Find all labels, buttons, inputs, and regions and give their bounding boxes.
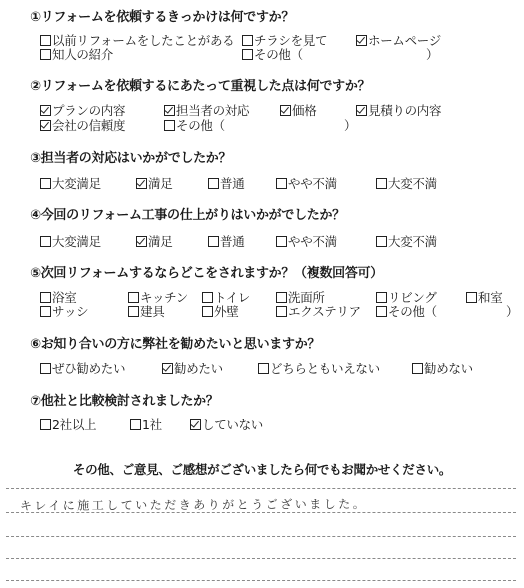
option-trust[interactable]: 会社の信頼度 bbox=[40, 116, 125, 134]
checkbox[interactable] bbox=[208, 236, 219, 247]
closing-text: その他、ご意見、ご感想がございましたら何でもお聞かせください。 bbox=[72, 462, 452, 477]
option-satisfied[interactable]: 満足 bbox=[136, 232, 172, 250]
option-fittings[interactable]: 建具 bbox=[128, 302, 164, 320]
option-kitchen[interactable]: キッチン bbox=[128, 288, 188, 306]
checkbox[interactable] bbox=[128, 306, 139, 317]
option-slightly-dissatisfied[interactable]: やや不満 bbox=[276, 232, 337, 250]
option-definitely-recommend[interactable]: ぜひ勧めたい bbox=[40, 359, 125, 377]
option-satisfied[interactable]: 満足 bbox=[136, 174, 172, 192]
option-japanese-room[interactable]: 和室 bbox=[466, 288, 502, 306]
option-other[interactable]: その他（ bbox=[242, 45, 303, 63]
checkbox[interactable] bbox=[466, 292, 477, 303]
checkbox[interactable] bbox=[202, 306, 213, 317]
option-two-or-more[interactable]: 2社以上 bbox=[40, 415, 96, 433]
checkbox[interactable] bbox=[40, 49, 51, 60]
checkbox[interactable] bbox=[242, 49, 253, 60]
option-staff[interactable]: 担当者の対応 bbox=[164, 101, 249, 119]
checkbox-checked[interactable] bbox=[136, 178, 147, 189]
question-5-title: ⑤次回リフォームするならどこをされますか？（複数回答可） bbox=[30, 266, 383, 281]
checkbox[interactable] bbox=[208, 178, 219, 189]
checkbox[interactable] bbox=[258, 363, 269, 374]
option-other-close: ） bbox=[344, 118, 357, 133]
checkbox-checked[interactable] bbox=[164, 105, 175, 116]
option-one-company[interactable]: 1社 bbox=[130, 415, 162, 433]
option-very-dissatisfied[interactable]: 大変不満 bbox=[376, 174, 437, 192]
option-washroom[interactable]: 洗面所 bbox=[276, 288, 325, 306]
checkbox-checked[interactable] bbox=[356, 35, 367, 46]
checkbox-checked[interactable] bbox=[40, 105, 51, 116]
checkbox[interactable] bbox=[40, 178, 51, 189]
option-homepage[interactable]: ホームページ bbox=[356, 31, 441, 49]
checkbox-checked[interactable] bbox=[40, 120, 51, 131]
option-other[interactable]: その他（ bbox=[376, 302, 437, 320]
option-very-satisfied[interactable]: 大変満足 bbox=[40, 174, 101, 192]
option-exterior-wall[interactable]: 外壁 bbox=[202, 302, 238, 320]
checkbox[interactable] bbox=[276, 178, 287, 189]
checkbox-checked[interactable] bbox=[280, 105, 291, 116]
option-normal[interactable]: 普通 bbox=[208, 174, 244, 192]
checkbox-checked[interactable] bbox=[356, 105, 367, 116]
checkbox[interactable] bbox=[164, 120, 175, 131]
option-plan[interactable]: プランの内容 bbox=[40, 101, 125, 119]
comment-line bbox=[6, 558, 516, 559]
option-other-close: ） bbox=[426, 47, 439, 62]
checkbox[interactable] bbox=[276, 236, 287, 247]
checkbox[interactable] bbox=[376, 306, 387, 317]
checkbox[interactable] bbox=[412, 363, 423, 374]
option-other-close: ） bbox=[506, 304, 519, 319]
option-living[interactable]: リビング bbox=[376, 288, 437, 306]
option-slightly-dissatisfied[interactable]: やや不満 bbox=[276, 174, 337, 192]
comment-line bbox=[6, 536, 516, 537]
option-referral[interactable]: 知人の紹介 bbox=[40, 45, 113, 63]
checkbox-checked[interactable] bbox=[136, 236, 147, 247]
checkbox[interactable] bbox=[40, 306, 51, 317]
question-3-title: ③担当者の対応はいかがでしたか？ bbox=[30, 151, 232, 166]
option-none[interactable]: していない bbox=[190, 415, 263, 433]
handwritten-comment: キレイに施工していただきありがとうございました。 bbox=[19, 497, 368, 513]
checkbox[interactable] bbox=[40, 363, 51, 374]
comment-line bbox=[6, 488, 516, 489]
comment-line bbox=[6, 580, 516, 581]
option-price[interactable]: 価格 bbox=[280, 101, 316, 119]
option-normal[interactable]: 普通 bbox=[208, 232, 244, 250]
checkbox[interactable] bbox=[130, 419, 141, 430]
checkbox[interactable] bbox=[276, 306, 287, 317]
option-estimate[interactable]: 見積りの内容 bbox=[356, 101, 441, 119]
option-exterior[interactable]: エクステリア bbox=[276, 302, 361, 320]
option-other[interactable]: その他（ bbox=[164, 116, 225, 134]
question-6-title: ⑥お知り合いの方に弊社を勧めたいと思いますか？ bbox=[30, 337, 321, 352]
option-toilet[interactable]: トイレ bbox=[202, 288, 250, 306]
question-7-title: ⑦他社と比較検討されましたか？ bbox=[30, 394, 219, 409]
option-bathroom[interactable]: 浴室 bbox=[40, 288, 76, 306]
question-1-title: ①リフォームを依頼するきっかけは何ですか？ bbox=[30, 10, 295, 25]
checkbox-checked[interactable] bbox=[162, 363, 173, 374]
option-very-dissatisfied[interactable]: 大変不満 bbox=[376, 232, 437, 250]
option-flyer[interactable]: チラシを見て bbox=[242, 31, 327, 49]
question-2-title: ②リフォームを依頼するにあたって重視した点は何ですか？ bbox=[30, 79, 371, 94]
option-neutral[interactable]: どちらともいえない bbox=[258, 359, 380, 377]
option-recommend[interactable]: 勧めたい bbox=[162, 359, 223, 377]
question-4-title: ④今回のリフォーム工事の仕上がりはいかがでしたか？ bbox=[30, 208, 345, 223]
option-sash[interactable]: サッシ bbox=[40, 302, 88, 320]
option-very-satisfied[interactable]: 大変満足 bbox=[40, 232, 101, 250]
option-previous-reform[interactable]: 以前リフォームをしたことがある bbox=[40, 31, 234, 49]
checkbox[interactable] bbox=[40, 419, 51, 430]
checkbox[interactable] bbox=[40, 236, 51, 247]
option-not-recommend[interactable]: 勧めない bbox=[412, 359, 473, 377]
checkbox-checked[interactable] bbox=[190, 419, 201, 430]
checkbox[interactable] bbox=[376, 178, 387, 189]
checkbox[interactable] bbox=[376, 236, 387, 247]
